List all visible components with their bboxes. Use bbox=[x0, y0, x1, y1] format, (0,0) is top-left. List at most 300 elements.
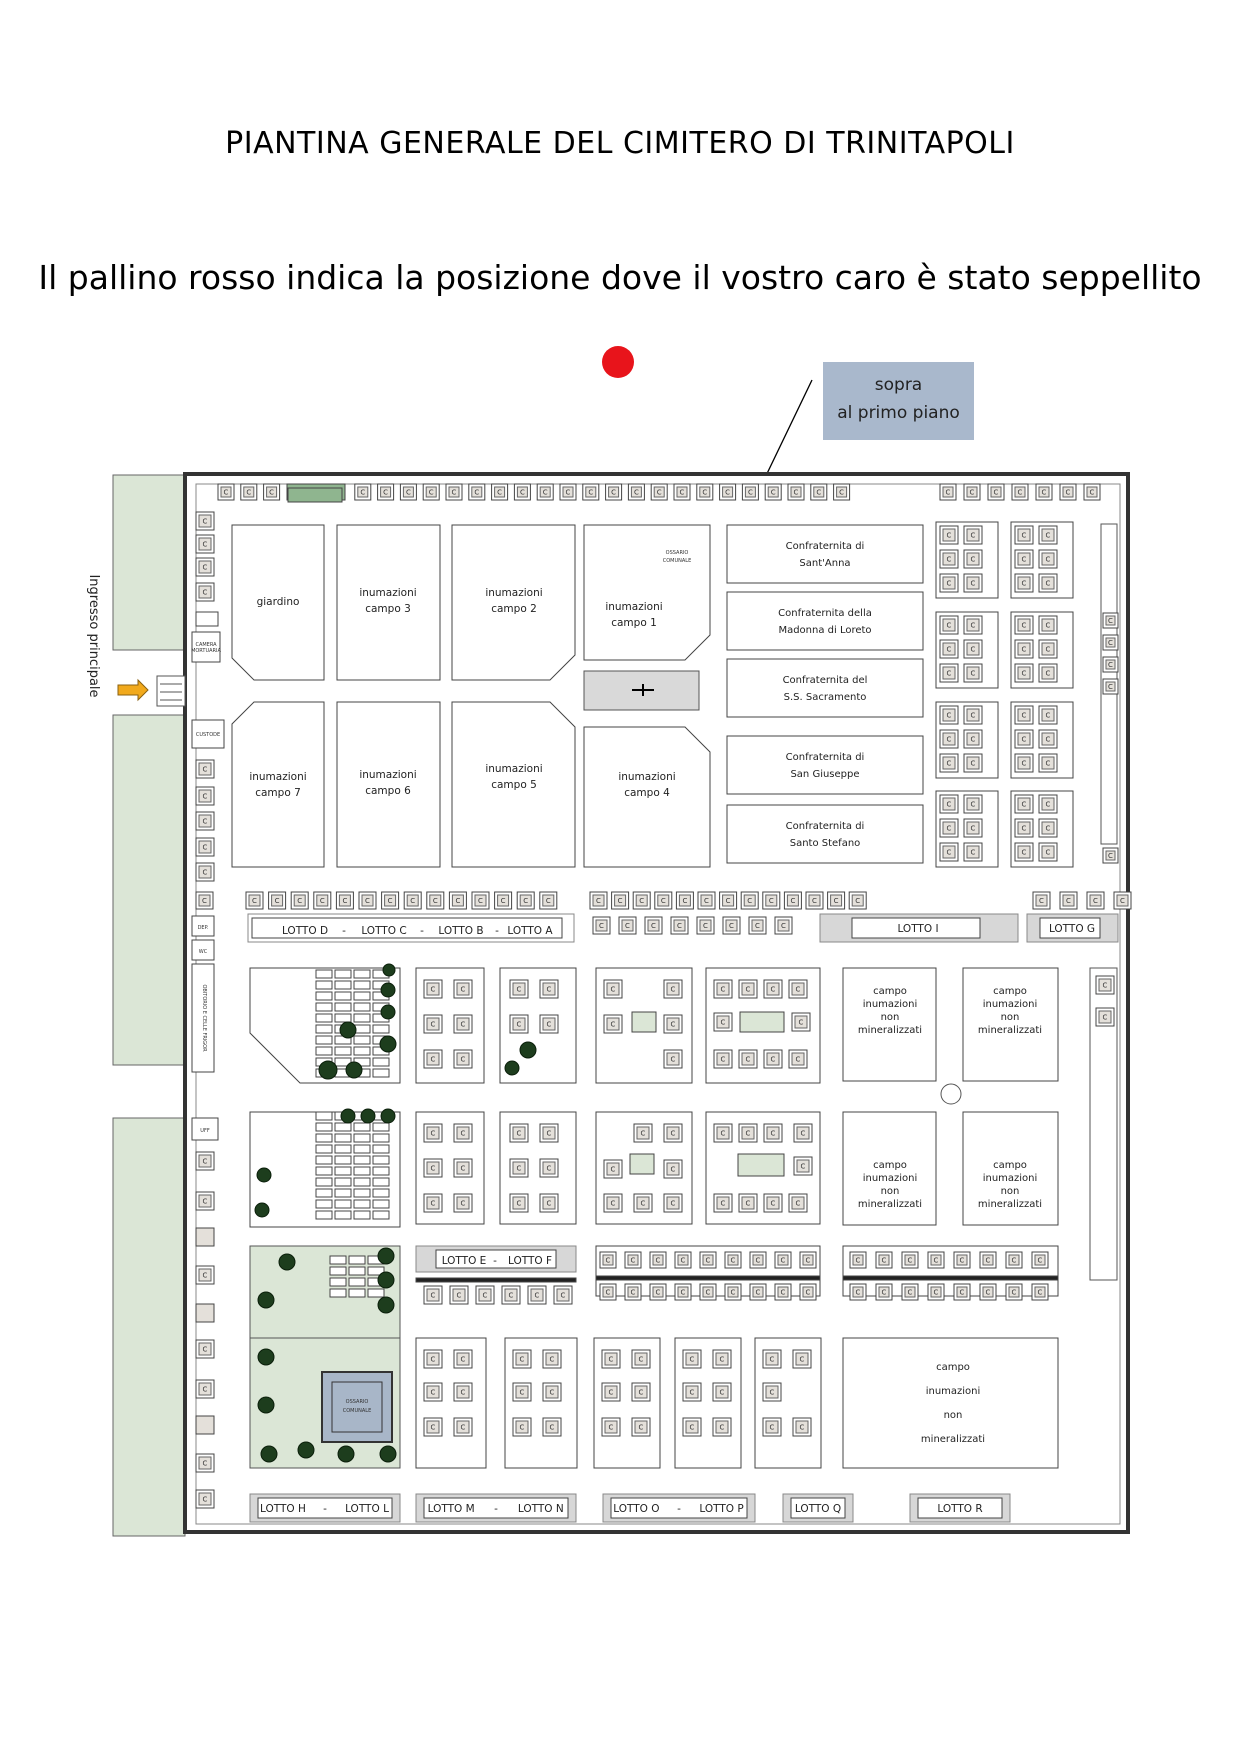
niche bbox=[373, 1069, 389, 1077]
cell-letter: C bbox=[1120, 897, 1125, 905]
lotto-mn-label: LOTTO M bbox=[427, 1503, 475, 1515]
cell-letter: C bbox=[729, 922, 734, 930]
cell-letter: C bbox=[202, 1157, 208, 1166]
niche bbox=[316, 1123, 332, 1131]
tree-icon bbox=[255, 1203, 269, 1217]
niche bbox=[349, 1256, 365, 1264]
cell-letter: C bbox=[689, 1388, 695, 1397]
niche bbox=[373, 1167, 389, 1175]
niche bbox=[335, 1211, 351, 1219]
niche bbox=[354, 1200, 370, 1208]
cell-letter: C bbox=[747, 488, 753, 497]
niche bbox=[316, 1036, 332, 1044]
cell-letter: C bbox=[946, 669, 952, 678]
cell-letter: C bbox=[769, 1355, 775, 1364]
campo-7-label: inumazioni bbox=[249, 771, 307, 783]
entrance-arrow-icon bbox=[118, 680, 148, 700]
hatched-cell bbox=[196, 1416, 214, 1434]
niche bbox=[330, 1256, 346, 1264]
cell-letter: C bbox=[428, 488, 434, 497]
niche bbox=[316, 992, 332, 1000]
cell-letter: C bbox=[959, 1256, 965, 1265]
niche bbox=[335, 1200, 351, 1208]
niche bbox=[316, 1145, 332, 1153]
cell-letter: C bbox=[1021, 669, 1027, 678]
niche bbox=[354, 981, 370, 989]
tree-icon bbox=[380, 1036, 396, 1052]
cell-letter: C bbox=[970, 735, 976, 744]
cell-letter: C bbox=[970, 800, 976, 809]
cell-letter: C bbox=[1066, 897, 1071, 905]
cell-letter: C bbox=[1102, 981, 1108, 990]
cell-letter: C bbox=[670, 1020, 676, 1029]
non-mineralizzati-label: non bbox=[880, 1012, 900, 1023]
cell-letter: C bbox=[610, 1199, 616, 1208]
cell-letter: C bbox=[655, 1288, 661, 1297]
cell-letter: C bbox=[769, 1388, 775, 1397]
cell-letter: C bbox=[933, 1288, 939, 1297]
cell-letter: C bbox=[1045, 669, 1051, 678]
cell-letter: C bbox=[682, 897, 688, 905]
niche bbox=[335, 1167, 351, 1175]
lotto-row-frame bbox=[843, 1246, 1058, 1296]
cell-letter: C bbox=[812, 897, 817, 905]
cell-letter: C bbox=[608, 1388, 614, 1397]
cell-letter: C bbox=[670, 1129, 676, 1138]
cell-letter: C bbox=[881, 1288, 887, 1297]
cell-letter: C bbox=[202, 1495, 208, 1504]
niche bbox=[316, 1189, 332, 1197]
cell-letter: C bbox=[702, 488, 708, 497]
cell-letter: C bbox=[780, 1256, 786, 1265]
cell-letter: C bbox=[497, 488, 503, 497]
tree-icon bbox=[381, 1005, 395, 1019]
cell-letter: C bbox=[1108, 617, 1113, 625]
confraternita-label: Confraternita del bbox=[782, 675, 868, 686]
niche bbox=[316, 1211, 332, 1219]
cell-letter: C bbox=[202, 563, 208, 572]
cell-letter: C bbox=[725, 897, 731, 905]
niche bbox=[335, 992, 351, 1000]
cell-letter: C bbox=[770, 488, 776, 497]
cell-letter: C bbox=[1011, 1288, 1017, 1297]
cell-letter: C bbox=[705, 1256, 711, 1265]
niche bbox=[373, 1156, 389, 1164]
cell-letter: C bbox=[946, 555, 952, 564]
niche bbox=[335, 1134, 351, 1142]
cell-letter: C bbox=[946, 800, 952, 809]
cell-letter: C bbox=[790, 897, 796, 905]
niche bbox=[373, 1211, 389, 1219]
cell-letter: C bbox=[202, 765, 208, 774]
lotto-ef-label: LOTTO F bbox=[507, 1255, 553, 1267]
cell-letter: C bbox=[202, 1271, 208, 1280]
niche bbox=[368, 1289, 384, 1297]
cell-letter: C bbox=[745, 1055, 751, 1064]
cell-letter: C bbox=[560, 1291, 566, 1300]
niche bbox=[373, 1200, 389, 1208]
cell-letter: C bbox=[1021, 531, 1027, 540]
green-plot bbox=[632, 1012, 656, 1032]
cell-letter: C bbox=[460, 1020, 466, 1029]
non-mineralizzati-label: non bbox=[943, 1410, 963, 1421]
cell-letter: C bbox=[704, 897, 709, 905]
cell-letter: C bbox=[755, 1288, 761, 1297]
cell-letter: C bbox=[223, 488, 229, 497]
confraternita-label: Confraternita della bbox=[778, 608, 872, 619]
lotto-hl-label: LOTTO H bbox=[260, 1503, 306, 1515]
cell-letter: C bbox=[460, 985, 466, 994]
cell-letter: C bbox=[519, 488, 525, 497]
cell-letter: C bbox=[795, 985, 801, 994]
cell-letter: C bbox=[1037, 1288, 1043, 1297]
confraternita-label: Sant'Anna bbox=[799, 558, 851, 569]
cell-letter: C bbox=[633, 488, 639, 497]
cell-letter: C bbox=[1045, 621, 1051, 630]
cell-letter: C bbox=[1021, 645, 1027, 654]
cell-letter: C bbox=[656, 488, 662, 497]
tree-icon bbox=[346, 1062, 362, 1078]
cell-letter: C bbox=[855, 1256, 861, 1265]
cell-letter: C bbox=[432, 897, 438, 905]
cell-letter: C bbox=[720, 1055, 726, 1064]
cell-letter: C bbox=[770, 1199, 776, 1208]
cell-letter: C bbox=[1021, 848, 1027, 857]
lotto-dcba-label: LOTTO C bbox=[361, 925, 407, 937]
cell-letter: C bbox=[608, 1355, 614, 1364]
confraternita-label: Confraternita di bbox=[785, 541, 865, 552]
cell-letter: C bbox=[430, 1199, 436, 1208]
tree-icon bbox=[383, 964, 395, 976]
cell-letter: C bbox=[639, 897, 645, 905]
page-subtitle: Il pallino rosso indica la posizione dove il vostro caro è stato seppellito bbox=[38, 258, 1202, 297]
ossuary-top-label: OSSARIO bbox=[665, 550, 689, 556]
cell-letter: C bbox=[516, 985, 522, 994]
niche bbox=[354, 1003, 370, 1011]
cell-letter: C bbox=[946, 531, 952, 540]
camera-mortuaria-label: MORTUARIA bbox=[191, 648, 221, 654]
cell-letter: C bbox=[705, 1288, 711, 1297]
cell-letter: C bbox=[689, 1423, 695, 1432]
cell-letter: C bbox=[1045, 800, 1051, 809]
cell-letter: C bbox=[430, 985, 436, 994]
niche bbox=[316, 1112, 332, 1120]
cell-letter: C bbox=[610, 1165, 616, 1174]
niche bbox=[373, 1145, 389, 1153]
cell-letter: C bbox=[805, 1256, 811, 1265]
cell-letter: C bbox=[546, 1020, 552, 1029]
cell-letter: C bbox=[745, 1199, 751, 1208]
campo-7-label: campo 7 bbox=[255, 787, 301, 799]
cell-letter: C bbox=[319, 897, 325, 905]
cell-letter: C bbox=[202, 540, 208, 549]
cell-letter: C bbox=[1017, 488, 1023, 497]
niche bbox=[316, 970, 332, 978]
hatched-cell bbox=[196, 1304, 214, 1322]
lotto-dcba-label: - bbox=[420, 925, 424, 937]
cell-letter: C bbox=[1041, 488, 1047, 497]
cell-letter: C bbox=[360, 488, 366, 497]
lotto-op-label: - bbox=[677, 1503, 681, 1515]
cell-letter: C bbox=[1045, 579, 1051, 588]
niche bbox=[354, 1036, 370, 1044]
uff-label: UFF bbox=[200, 1128, 210, 1134]
niche bbox=[354, 970, 370, 978]
niche bbox=[335, 981, 351, 989]
cell-letter: C bbox=[677, 922, 682, 930]
cell-letter: C bbox=[519, 1423, 525, 1432]
non-mineralizzati-label: mineralizzati bbox=[920, 1434, 986, 1445]
lotto-dcba-label: LOTTO A bbox=[507, 925, 553, 937]
niche bbox=[335, 1014, 351, 1022]
cell-letter: C bbox=[1021, 579, 1027, 588]
cell-letter: C bbox=[970, 669, 976, 678]
confraternita-label: San Giuseppe bbox=[790, 769, 860, 780]
cell-letter: C bbox=[680, 1288, 686, 1297]
cell-letter: C bbox=[610, 985, 616, 994]
niche bbox=[373, 1025, 389, 1033]
cell-letter: C bbox=[720, 1199, 726, 1208]
cell-letter: C bbox=[907, 1256, 913, 1265]
cell-letter: C bbox=[430, 1129, 436, 1138]
campo-4-label: campo 4 bbox=[624, 787, 670, 799]
cell-letter: C bbox=[500, 897, 506, 905]
tree-icon bbox=[381, 1109, 395, 1123]
non-mineralizzati-label: mineralizzati bbox=[857, 1199, 923, 1210]
cell-letter: C bbox=[670, 1199, 676, 1208]
cell-letter: C bbox=[907, 1288, 913, 1297]
ossuary-bottom-label: COMUNALE bbox=[342, 1408, 372, 1414]
niche bbox=[316, 981, 332, 989]
cell-letter: C bbox=[430, 1423, 436, 1432]
cell-letter: C bbox=[720, 1129, 726, 1138]
niche bbox=[349, 1289, 365, 1297]
cell-letter: C bbox=[679, 488, 685, 497]
cell-letter: C bbox=[969, 488, 975, 497]
cell-letter: C bbox=[1021, 621, 1027, 630]
cell-letter: C bbox=[855, 1288, 861, 1297]
tree-icon bbox=[361, 1109, 375, 1123]
cell-letter: C bbox=[855, 897, 861, 905]
cell-letter: C bbox=[546, 1199, 552, 1208]
cell-letter: C bbox=[946, 711, 952, 720]
cell-letter: C bbox=[202, 817, 208, 826]
cell-letter: C bbox=[460, 1199, 466, 1208]
green-plot bbox=[738, 1154, 784, 1176]
confraternita-4 bbox=[727, 736, 923, 794]
cell-letter: C bbox=[985, 1288, 991, 1297]
cell-letter: C bbox=[430, 1388, 436, 1397]
lotto-dcba-label: LOTTO B bbox=[438, 925, 484, 937]
cell-letter: C bbox=[610, 1020, 616, 1029]
page-title: PIANTINA GENERALE DEL CIMITERO DI TRINITAPOLI bbox=[225, 126, 1015, 161]
cell-letter: C bbox=[519, 1388, 525, 1397]
campo-3-label: campo 3 bbox=[365, 603, 411, 615]
cell-letter: C bbox=[793, 488, 799, 497]
cell-letter: C bbox=[549, 1388, 555, 1397]
campo-6-label: inumazioni bbox=[359, 769, 417, 781]
cell-letter: C bbox=[798, 1018, 804, 1027]
niche bbox=[330, 1289, 346, 1297]
niche bbox=[335, 1047, 351, 1055]
cell-letter: C bbox=[1021, 735, 1027, 744]
niche bbox=[316, 1014, 332, 1022]
niche bbox=[354, 1167, 370, 1175]
cell-letter: C bbox=[202, 588, 208, 597]
cell-letter: C bbox=[542, 488, 548, 497]
tree-icon bbox=[319, 1061, 337, 1079]
cell-letter: C bbox=[430, 1020, 436, 1029]
cell-letter: C bbox=[1045, 645, 1051, 654]
campo-3-label: inumazioni bbox=[359, 587, 417, 599]
cell-letter: C bbox=[805, 1288, 811, 1297]
niche bbox=[373, 1123, 389, 1131]
niche bbox=[349, 1267, 365, 1275]
cell-letter: C bbox=[946, 645, 952, 654]
camera-mortuaria-label: CAMERA bbox=[195, 642, 217, 648]
wc-label: WC bbox=[198, 949, 208, 955]
cell-letter: C bbox=[799, 1355, 805, 1364]
cell-letter: C bbox=[769, 1423, 775, 1432]
tree-icon bbox=[381, 983, 395, 997]
side-small-room bbox=[196, 612, 218, 626]
cell-letter: C bbox=[516, 1199, 522, 1208]
cell-letter: C bbox=[881, 1256, 887, 1265]
niche bbox=[354, 1014, 370, 1022]
niche bbox=[316, 1025, 332, 1033]
lotto-hl-label: - bbox=[323, 1503, 327, 1515]
cell-letter: C bbox=[202, 517, 208, 526]
cell-letter: C bbox=[800, 1129, 806, 1138]
cell-letter: C bbox=[680, 1256, 686, 1265]
niche bbox=[354, 1134, 370, 1142]
cell-letter: C bbox=[970, 555, 976, 564]
cell-letter: C bbox=[1093, 897, 1098, 905]
tree-icon bbox=[378, 1297, 394, 1313]
entrance-gate bbox=[157, 676, 185, 706]
niche bbox=[316, 1200, 332, 1208]
cell-letter: C bbox=[269, 488, 275, 497]
confraternita-label: Confraternita di bbox=[785, 752, 865, 763]
cell-letter: C bbox=[1045, 711, 1051, 720]
lotto-hl-label: LOTTO L bbox=[345, 1503, 389, 1515]
cell-letter: C bbox=[1108, 661, 1113, 669]
ossuary-bottom-label: OSSARIO bbox=[345, 1399, 369, 1405]
cell-letter: C bbox=[800, 1162, 806, 1171]
note-line-1: sopra bbox=[874, 375, 923, 395]
cell-letter: C bbox=[725, 488, 731, 497]
cell-letter: C bbox=[946, 759, 952, 768]
cell-letter: C bbox=[970, 711, 976, 720]
cell-letter: C bbox=[546, 1129, 552, 1138]
cell-letter: C bbox=[660, 897, 666, 905]
giardino-label: giardino bbox=[256, 596, 300, 608]
tree-icon bbox=[261, 1446, 277, 1462]
non-mineralizzati-label: campo bbox=[873, 986, 907, 997]
tree-icon bbox=[338, 1446, 354, 1462]
cell-letter: C bbox=[383, 488, 389, 497]
cell-letter: C bbox=[387, 897, 393, 905]
campo-2-label: inumazioni bbox=[485, 587, 543, 599]
cell-letter: C bbox=[1021, 800, 1027, 809]
cell-letter: C bbox=[670, 1055, 676, 1064]
cell-letter: C bbox=[202, 1197, 208, 1206]
cell-letter: C bbox=[640, 1129, 646, 1138]
confraternita-label: S.S. Sacramento bbox=[783, 692, 867, 703]
niche bbox=[354, 1047, 370, 1055]
entrance-lawn-bottom bbox=[113, 1118, 185, 1536]
cell-letter: C bbox=[946, 824, 952, 833]
confraternita-label: Madonna di Loreto bbox=[778, 625, 872, 636]
cell-letter: C bbox=[1011, 1256, 1017, 1265]
confraternita-1 bbox=[727, 525, 923, 583]
niche bbox=[373, 1178, 389, 1186]
cell-letter: C bbox=[630, 1256, 636, 1265]
lotto-ef-bar bbox=[416, 1278, 576, 1282]
tree-icon bbox=[378, 1272, 394, 1288]
campo-6-label: campo 6 bbox=[365, 785, 411, 797]
cell-letter: C bbox=[546, 1164, 552, 1173]
cell-letter: C bbox=[719, 1355, 725, 1364]
cell-letter: C bbox=[768, 897, 774, 905]
niche bbox=[330, 1267, 346, 1275]
cell-letter: C bbox=[933, 1256, 939, 1265]
non-mineralizzati-label: mineralizzati bbox=[977, 1025, 1043, 1036]
cell-letter: C bbox=[430, 1355, 436, 1364]
cell-letter: C bbox=[274, 897, 280, 905]
obitorio-label: OBITORIO E CELLE FRIGOR bbox=[201, 984, 207, 1052]
tree-icon bbox=[340, 1022, 356, 1038]
perimeter-green-block-2 bbox=[288, 488, 342, 502]
lotto-mn-label: - bbox=[494, 1503, 498, 1515]
cell-letter: C bbox=[611, 488, 617, 497]
cell-letter: C bbox=[1045, 824, 1051, 833]
non-mineralizzati-label: non bbox=[1000, 1012, 1020, 1023]
cell-letter: C bbox=[474, 488, 480, 497]
niche bbox=[316, 1134, 332, 1142]
cell-letter: C bbox=[519, 1355, 525, 1364]
cell-letter: C bbox=[460, 1355, 466, 1364]
niche bbox=[354, 1189, 370, 1197]
cell-letter: C bbox=[455, 897, 461, 905]
lotto-i-label: LOTTO I bbox=[897, 923, 939, 935]
non-mineralizzati-label: non bbox=[1000, 1186, 1020, 1197]
field-campo-1 bbox=[584, 525, 710, 660]
field-campo-7 bbox=[232, 702, 324, 867]
cell-letter: C bbox=[945, 488, 951, 497]
lotto-ef-label: LOTTO E bbox=[441, 1255, 487, 1267]
cell-letter: C bbox=[1045, 555, 1051, 564]
niche bbox=[335, 1123, 351, 1131]
cell-letter: C bbox=[946, 848, 952, 857]
lotto-dcba-label: - bbox=[342, 925, 346, 937]
cell-letter: C bbox=[1108, 639, 1113, 647]
cell-letter: C bbox=[588, 488, 594, 497]
cell-letter: C bbox=[781, 922, 786, 930]
cell-letter: C bbox=[546, 985, 552, 994]
cell-letter: C bbox=[405, 488, 411, 497]
cell-letter: C bbox=[565, 488, 571, 497]
cell-letter: C bbox=[839, 488, 845, 497]
niche bbox=[335, 1003, 351, 1011]
cell-letter: C bbox=[523, 897, 529, 905]
dep-label: DEP. bbox=[197, 925, 209, 931]
cell-letter: C bbox=[430, 1055, 436, 1064]
tree-icon bbox=[378, 1248, 394, 1264]
niche bbox=[354, 1211, 370, 1219]
cell-letter: C bbox=[638, 1423, 644, 1432]
cell-letter: C bbox=[1021, 759, 1027, 768]
